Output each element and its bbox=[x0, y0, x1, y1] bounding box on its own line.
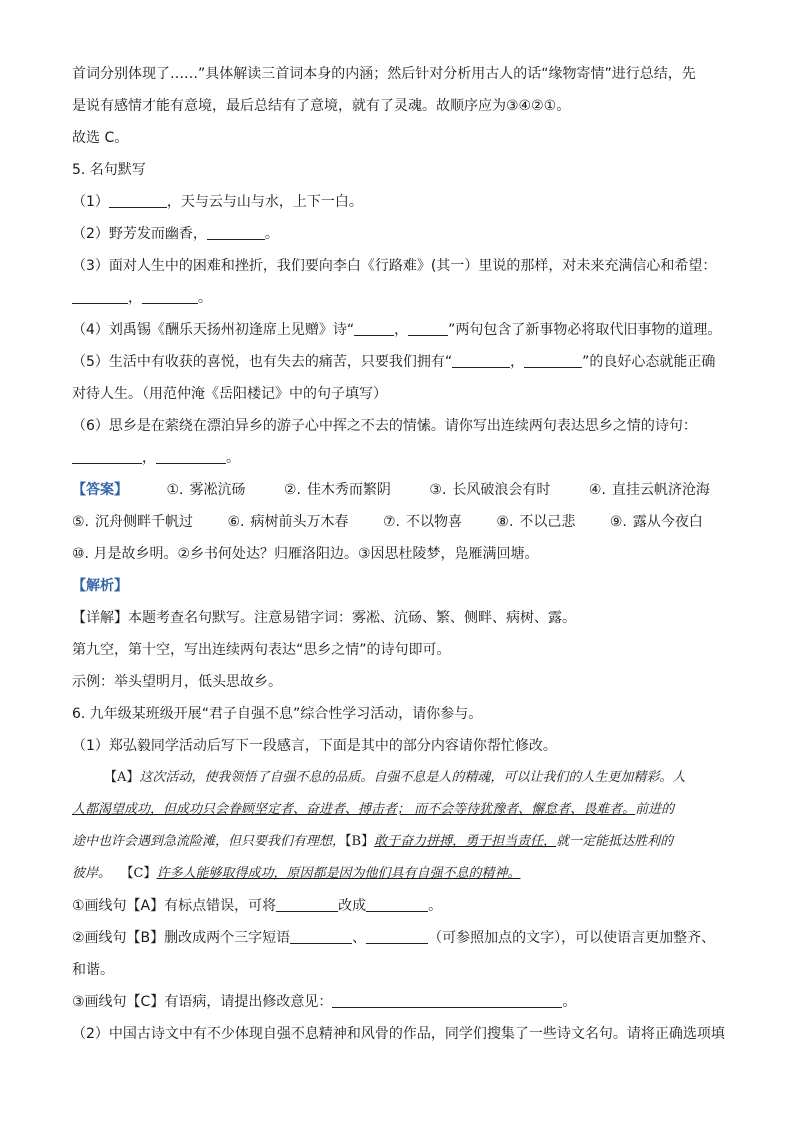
analysis-tag: 【解析】 bbox=[72, 578, 128, 594]
text-line: 首词分别体现了……”具体解读三首词本身的内涵；然后针对分析用古人的话“缘物寄情”进行总结，先 bbox=[72, 66, 696, 82]
question-line: ③画线句【C】有语病，请提出修改意见： 。 bbox=[72, 994, 577, 1010]
answer-item: ③. 长风破浪会有时 bbox=[429, 482, 551, 498]
answer-item: ⑤. 沉舟侧畔千帆过 bbox=[72, 514, 194, 530]
text-line: 故选 C。 bbox=[72, 130, 129, 146]
answer-item: ④. 直挂云帆济沧海 bbox=[588, 482, 710, 498]
question-line: 对待人生。（用范仲淹《岳阳楼记》中的句子填写） bbox=[72, 386, 387, 402]
answer-item: ⑥. 病树前头万木春 bbox=[227, 514, 349, 530]
answer-item: ⑧. 不以己悲 bbox=[496, 514, 576, 530]
answer-blank bbox=[408, 321, 448, 336]
answer-item: ②. 佳木秀而繁阴 bbox=[283, 482, 391, 498]
answer-blank bbox=[524, 353, 582, 368]
answer-tag: 【答案】 bbox=[72, 482, 128, 498]
answer-blank bbox=[207, 225, 265, 240]
question-line: （1） ，天与云与山与水，上下一白。 bbox=[72, 194, 363, 210]
answer-blank bbox=[72, 449, 142, 464]
answer-blank bbox=[366, 897, 428, 912]
question-line: （5）生活中有收获的喜悦，也有失去的痛苦，只要我们拥有“ ， ”的良好心态就能正确 bbox=[72, 354, 716, 370]
excerpt-line: 途中也许会遇到急流险滩，但只要我们有理想，【B】敢于奋力拼搏，勇于担当责任，就一定能抵达胜利的 bbox=[72, 834, 674, 849]
answer-blank bbox=[72, 289, 128, 304]
answer-blank bbox=[276, 897, 338, 912]
text-line: 【详解】本题考查名句默写。注意易错字词：雾凇、沆砀、繁、侧畔、病树、露。 bbox=[72, 610, 576, 626]
question-line: ， 。 bbox=[72, 448, 240, 468]
question-line: （2）中国古诗文中有不少体现自强不息精神和风骨的作品，同学们搜集了一些诗文名句。请将正确选项填 bbox=[72, 1026, 725, 1042]
question-title: 6. 九年级某班级开展“君子自强不息”综合性学习活动，请你参与。 bbox=[72, 706, 483, 722]
answer-blank bbox=[332, 993, 562, 1008]
question-line: （6）思乡是在萦绕在漂泊异乡的游子心中挥之不去的情愫。请你写出连续两句表达思乡之情的诗句： bbox=[72, 418, 697, 434]
question-line: （3）面对人生中的困难和挫折，我们要向李白《行路难》(其一）里说的那样，对未来充满信心和希望： bbox=[72, 258, 717, 274]
question-line: ①画线句【A】有标点错误，可将 改成 。 bbox=[72, 898, 443, 914]
text-line: 示例：举头望明月，低头思故乡。 bbox=[72, 674, 282, 690]
question-line: （1）郑弘毅同学活动后写下一段感言，下面是其中的部分内容请你帮忙修改。 bbox=[72, 738, 557, 754]
question-line: （4）刘禹锡《酬乐天扬州初逢席上见赠》诗“ ， ”两句包含了新事物必将取代旧事物的道理。 bbox=[72, 322, 722, 338]
question-line: （2）野芳发而幽香， 。 bbox=[72, 226, 279, 242]
answer-blank bbox=[290, 929, 352, 944]
answer-item: ⑨. 露从今夜白 bbox=[609, 514, 703, 530]
answer-blank bbox=[366, 929, 428, 944]
question-line: 和谐。 bbox=[72, 962, 114, 978]
question-title: 5. 名句默写 bbox=[72, 162, 146, 178]
text-line: 是说有感情才能有意境，最后总结有了意境，就有了灵魂。故顺序应为③④②①。 bbox=[72, 98, 571, 114]
answer-blank bbox=[109, 193, 167, 208]
answer-item: ①. 雾凇沆砀 bbox=[166, 482, 246, 498]
excerpt-line: 人都渴望成功，但成功只会眷顾坚定者、奋进者、搏击者； 而不会等待犹豫者、懈怠者、畏难者。前进的 bbox=[72, 802, 675, 817]
answer-row: ⑩. 月是故乡明。②乡书何处达？归雁洛阳边。③因思杜陵梦，凫雁满回塘。 bbox=[72, 546, 539, 562]
answer-blank bbox=[156, 449, 226, 464]
text-line: 第九空，第十空，写出连续两句表达“思乡之情”的诗句即可。 bbox=[72, 642, 451, 658]
answer-blank bbox=[142, 289, 198, 304]
excerpt-line: 【A】这次活动，使我领悟了自强不息的品质。自强不息是人的精魂，可以让我们的人生更加精彩。人 bbox=[104, 770, 686, 785]
question-line: ， 。 bbox=[72, 288, 212, 308]
excerpt-line: 彼岸。 【C】许多人能够取得成功，原因都是因为他们具有自强不息的精神。 bbox=[72, 866, 521, 881]
answer-blank bbox=[354, 321, 394, 336]
answer-row bbox=[72, 480, 710, 500]
answer-item: ⑦. 不以物喜 bbox=[382, 514, 462, 530]
question-line: ②画线句【B】删改成两个三字短语 、 （可参照加点的文字），可以使语言更加整齐、 bbox=[72, 930, 716, 946]
answer-row bbox=[72, 512, 703, 532]
answer-blank bbox=[452, 353, 510, 368]
